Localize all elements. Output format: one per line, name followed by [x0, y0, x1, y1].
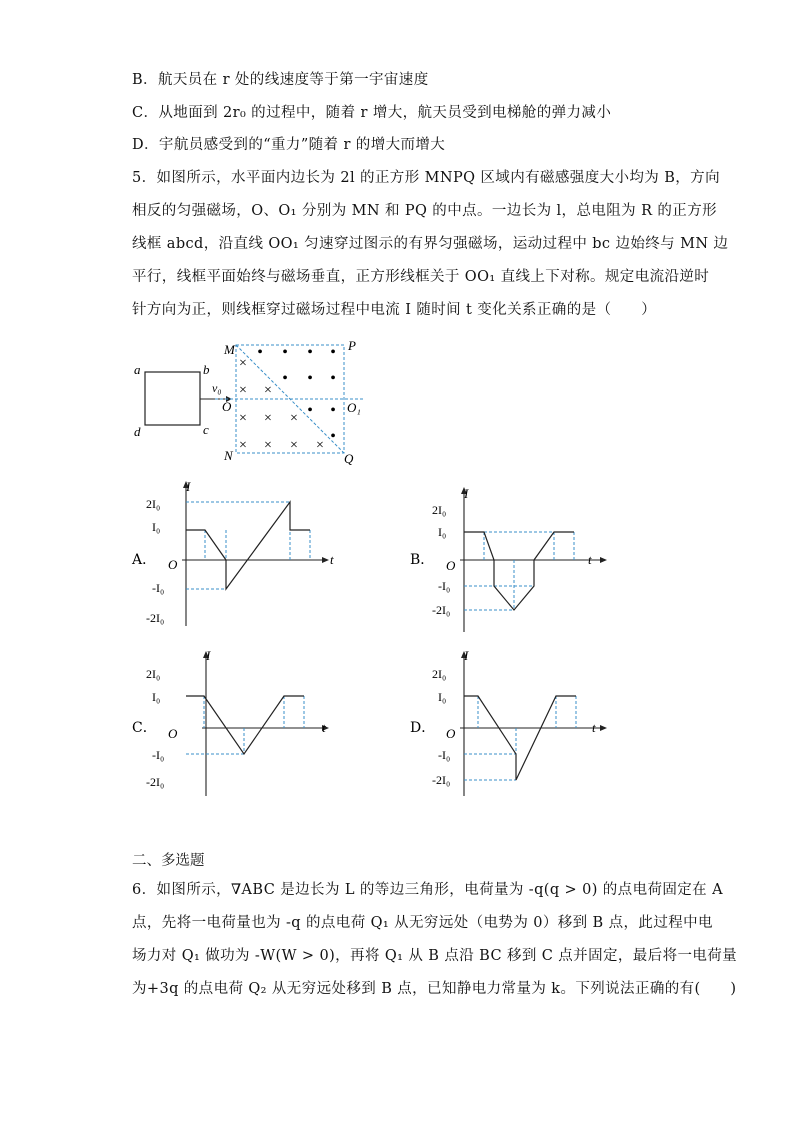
tick-neg-2i0: -2I₀ [146, 611, 165, 625]
tick-neg-i0: -I₀ [438, 579, 451, 593]
field-dot: • [307, 370, 313, 387]
q5-line-2: 相反的匀强磁场，O、O₁ 分别为 MN 和 PQ 的中点。一边长为 l，总电阻为 R 的正方形 [132, 203, 717, 219]
x-axis-label: t [330, 552, 334, 567]
field-dot: • [307, 344, 313, 361]
origin-label: O [446, 726, 456, 741]
q5-line-3: 线框 abcd，沿直线 OO₁ 匀速穿过图示的有界匀强磁场，运动过程中 bc 边始终与 MN 边 [132, 236, 729, 252]
label-n: N [224, 448, 233, 463]
field-cross: × [290, 438, 298, 453]
origin-label: O [168, 726, 178, 741]
tick-neg-2i0: -2I₀ [432, 773, 451, 787]
x-axis-label: t [322, 720, 326, 735]
label-p: P [348, 338, 356, 353]
section-title: 二、多选题 [132, 853, 205, 869]
tick-neg-i0: -I₀ [152, 581, 165, 595]
current-curve-d [464, 696, 576, 780]
q6-line-4: 为+3q 的点电荷 Q₂ 从无穷远处移到 B 点，已知静电力常量为 k。下列说法正确的有( ) [132, 981, 737, 997]
label-o1: O₁ [347, 400, 361, 415]
label-o: O [222, 399, 232, 414]
field-cross: × [264, 438, 272, 453]
tick-i0: I₀ [438, 525, 447, 539]
graph-a [130, 478, 350, 628]
label-b: b [203, 362, 210, 377]
q5-line-5: 针方向为正，则线框穿过磁场过程中电流 I 随时间 t 变化关系正确的是（ ） [132, 302, 657, 318]
y-axis-label: I [464, 648, 469, 663]
field-dot: • [257, 344, 263, 361]
field-cross: × [239, 438, 247, 453]
option-c-text: C．从地面到 2r₀ 的过程中，随着 r 增大，航天员受到电梯舱的弹力减小 [132, 105, 612, 121]
field-dot: • [330, 402, 336, 419]
tick-neg-i0: -I₀ [152, 748, 165, 762]
graph-b [408, 484, 628, 634]
field-dot: • [330, 344, 336, 361]
label-a: a [134, 362, 141, 377]
field-cross: × [316, 438, 324, 453]
option-c-label: C． [132, 720, 157, 736]
q6-line-1: 6．如图所示，∇ABC 是边长为 L 的等边三角形，电荷量为 -q(q > 0) 的点电荷固定在 A [132, 882, 723, 898]
field-dot: • [330, 370, 336, 387]
tick-i0: I₀ [438, 690, 447, 704]
current-curve-c [186, 696, 304, 754]
tick-neg-2i0: -2I₀ [432, 603, 451, 617]
field-dot: • [330, 428, 336, 445]
tick-i0: I₀ [152, 690, 161, 704]
label-v0: v₀ [212, 381, 222, 395]
q5-line-1: 5．如图所示，水平面内边长为 2l 的正方形 MNPQ 区域内有磁感强度大小均为 B，方向 [132, 170, 720, 186]
label-m: M [224, 342, 235, 357]
origin-label: O [446, 558, 456, 573]
tick-neg-2i0: -2I₀ [146, 775, 165, 789]
tick-neg-i0: -I₀ [438, 748, 451, 762]
option-b-label: B． [410, 552, 435, 568]
y-axis-label: I [186, 479, 191, 494]
q5-line-4: 平行，线框平面始终与磁场垂直，正方形线框关于 OO₁ 直线上下对称。规定电流沿逆时 [132, 269, 710, 285]
x-axis-arrow-icon [600, 557, 607, 563]
field-cross: × [290, 411, 298, 426]
field-dot: • [282, 370, 288, 387]
origin-label: O [168, 557, 178, 572]
field-cross: × [239, 411, 247, 426]
label-c: c [203, 422, 209, 437]
q6-line-3: 场力对 Q₁ 做功为 -W(W > 0)，再将 Q₁ 从 B 点沿 BC 移到 C 点并固定，最后将一电荷量 [132, 948, 738, 964]
field-cross: × [264, 411, 272, 426]
x-axis-label: t [592, 720, 596, 735]
x-axis-label: t [588, 552, 592, 567]
field-cross: × [239, 356, 247, 371]
y-axis-label: I [206, 648, 211, 663]
option-b-text: B．航天员在 r 处的线速度等于第一宇宙速度 [132, 72, 429, 88]
tick-i0: I₀ [152, 520, 161, 534]
field-cross: × [264, 383, 272, 398]
tick-2i0: 2I₀ [432, 503, 447, 517]
y-axis-label: I [464, 486, 469, 501]
option-d-label: D． [410, 720, 436, 736]
field-cross: × [239, 383, 247, 398]
tick-2i0: 2I₀ [146, 667, 161, 681]
x-axis-arrow-icon [322, 557, 329, 563]
graph-d [408, 648, 628, 798]
field-dot: • [307, 402, 313, 419]
current-curve-b [464, 532, 574, 610]
magnetic-field-figure [120, 335, 380, 470]
option-a-label: A． [132, 552, 157, 568]
label-q: Q [344, 451, 354, 466]
option-d-text: D．宇航员感受到的“重力”随着 r 的增大而增大 [132, 137, 446, 153]
x-axis-arrow-icon [600, 725, 607, 731]
square-frame [145, 372, 200, 425]
field-dot: • [282, 344, 288, 361]
label-d: d [134, 424, 141, 439]
graph-c [130, 648, 350, 798]
q6-line-2: 点，先将一电荷量也为 -q 的点电荷 Q₁ 从无穷远处（电势为 0）移到 B 点，此过程中电 [132, 915, 713, 931]
tick-2i0: 2I₀ [432, 667, 447, 681]
tick-2i0: 2I₀ [146, 497, 161, 511]
